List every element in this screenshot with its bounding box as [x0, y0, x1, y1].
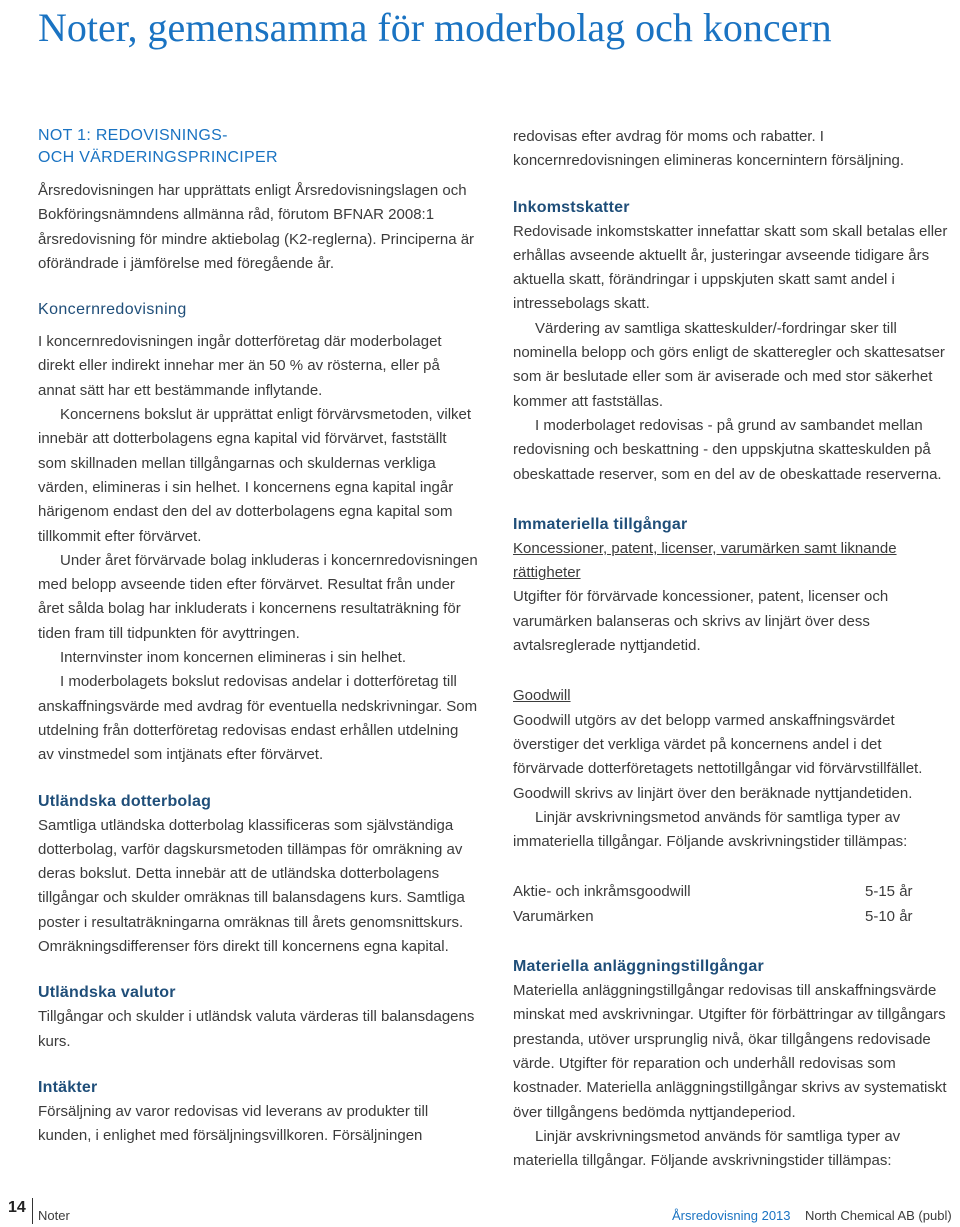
- depreciation-value: 5-15 år: [865, 883, 913, 901]
- koncern-paragraph-1: I koncernredovisningen ingår dotterföretag där moderbolaget direkt eller indirekt innehar mer än 50 % av rösterna, eller på annat sätt har ett bestämmande inflytande.: [38, 333, 442, 399]
- intakter-continued-paragraph: redovisas efter avdrag för moms och rabatter. I koncernredovisningen elimineras koncernintern försäljning.: [513, 128, 905, 170]
- right-column: [513, 125, 955, 1173]
- koncern-paragraph-3: Under året förvärvade bolag inkluderas i koncernredovisningen med belopp avseende tiden efter förvärvet. Resultat från under året sålda bolag har inkluderats i koncernens resultaträkning för tiden fram till tidpunkten för avyttringen.: [38, 551, 478, 642]
- materiella-paragraph-1: Materiella anläggningstillgångar redovisas till anskaffningsvärde minskat med avskrivningar. Utgifter för förbättringar av tillgångars prestanda, utöver ursprunglig nivå, ökar tillgångens redovisade värde. Utgifter för reparation och underhåll redovisas som kostnader. Materiella anläggningstillgångar skrivs av systematiskt över tillgångens bedömda nyttjandeperiod.: [513, 982, 947, 1121]
- depreciation-value: 5-10 år: [865, 907, 913, 925]
- immateriella-heading: Immateriella tillgångar: [513, 515, 688, 533]
- goodwill-paragraph-2: Linjär avskrivningsmetod används för samtliga typer av immateriella tillgångar. Följande avskrivningstider tillämpas:: [513, 808, 908, 851]
- utlandska-valutor-paragraph: Tillgångar och skulder i utländsk valuta värderas till balansdagens kurs.: [38, 1008, 475, 1050]
- materiella-heading: Materiella anläggningstillgångar: [513, 958, 764, 976]
- depreciation-table: [513, 880, 913, 929]
- table-row: [513, 905, 913, 929]
- goodwill-paragraph-1: Goodwill utgörs av det belopp varmed anskaffningsvärdet överstiger det verkliga värdet på koncernens andel i det förvärvade dotterföretagets nettotillgångar vid förvärvstillfället. Goodwill skrivs av linjärt över den beräknade nyttjandetiden.: [513, 711, 923, 802]
- footer-section-label: Noter: [38, 1208, 70, 1223]
- inkomstskatter-paragraph-3: I moderbolaget redovisas - på grund av sambandet mellan redovisning och beskattning - den uppskjutna skatteskulden på obeskattade reserver, som en del av de obeskattade reserverna.: [513, 416, 942, 483]
- table-row: [513, 880, 913, 904]
- immateriella-subheading: Koncessioner, patent, licenser, varumärken samt liknande rättigheter: [513, 539, 897, 582]
- immateriella-paragraph: Utgifter för förvärvade koncessioner, patent, licenser och varumärken balanseras och skrivs av linjärt över dess avtalsreglerade nyttjandetid.: [513, 588, 889, 655]
- goodwill-subheading: Goodwill: [513, 687, 571, 705]
- utlandska-valutor-heading: Utländska valutor: [38, 984, 176, 1002]
- utlandska-dotterbolag-heading: Utländska dotterbolag: [38, 792, 212, 810]
- intro-paragraph: Årsredovisningen har upprättats enligt Årsredovisningslagen och Bokföringsnämndens allmänna råd, förutom BFNAR 2008:1 årsredovisning för mindre aktiebolag (K2-reglerna). Principerna är oförändrade i jämförelse med föregående år.: [38, 182, 475, 272]
- depreciation-item: Varumärken: [513, 907, 594, 925]
- page-title: Noter, gemensamma för moderbolag och koncern: [38, 5, 832, 50]
- left-column: [38, 125, 478, 1149]
- inkomstskatter-heading: Inkomstskatter: [513, 198, 630, 216]
- page-number: 14: [8, 1199, 26, 1216]
- koncern-paragraph-4: Internvinster inom koncernen elimineras i sin helhet.: [60, 649, 407, 667]
- koncernredovisning-heading: Koncernredovisning: [38, 301, 187, 319]
- footer-report-title: Årsredovisning 2013: [672, 1208, 791, 1223]
- page-footer: [0, 1198, 960, 1227]
- inkomstskatter-paragraph-1: Redovisade inkomstskatter innefattar skatt som skall betalas eller erhållas avseende aktuellt år, justeringar avseende tidigare års aktuella skatt, förändringar i uppskjuten skatt samt andel i intressebolags skatt.: [513, 222, 948, 313]
- koncern-paragraph-2: Koncernens bokslut är upprättat enligt förvärvsmetoden, vilket innebär att dotterbolagens egna kapital vid förvärvet, fastställt som skillnaden mellan tillgångarnas och skuldernas verkliga värden, elimineras i sin helhet. I koncernens egna kapital ingår härigenom endast den del av dotterbolagens egna kapital som tillkommit efter förvärvet.: [38, 406, 472, 545]
- materiella-paragraph-2: Linjär avskrivningsmetod används för samtliga typer av materiella tillgångar. Följande avskrivningstider tillämpas:: [513, 1127, 901, 1170]
- inkomstskatter-paragraph-2: Värdering av samtliga skatteskulder/-fordringar sker till nominella belopp och görs enligt de skatteregler och skattesatser som är beslutade eller som är aviserade och med stor säkerhet kommer att fastställas.: [513, 319, 945, 410]
- note1-heading-line2: OCH VÄRDERINGSPRINCIPER: [38, 149, 278, 166]
- depreciation-item: Aktie- och inkråmsgoodwill: [513, 883, 691, 901]
- footer-divider: [32, 1198, 33, 1224]
- intakter-heading: Intäkter: [38, 1078, 98, 1096]
- note1-heading-line1: NOT 1: REDOVISNINGS-: [38, 127, 228, 144]
- utlandska-dotterbolag-paragraph: Samtliga utländska dotterbolag klassificeras som självständiga dotterbolag, varför dagskursmetoden tillämpas för omräkning av deras bokslut. Detta innebär att de utländska dotterbolagens tillgångar och skulder omräknas till balansdagens kurs. Samtliga poster i resultaträkningarna omräknas till årets genomsnittskurs. Omräkningsdifferenser förs direkt till koncernens egna kapital.: [38, 816, 465, 956]
- note1-heading: [38, 125, 478, 169]
- footer-company-name: North Chemical AB (publ): [805, 1208, 952, 1223]
- koncern-paragraph-5: I moderbolagets bokslut redovisas andelar i dotterföretag till anskaffningsvärde med avdrag för eventuella nedskrivningar. Som utdelning från dotterföretag redovisas endast erhållen utdelning av vinstmedel som intjänats efter förvärvet.: [38, 673, 478, 764]
- intakter-paragraph: Försäljning av varor redovisas vid leverans av produkter till kunden, i enlighet med försäljningsvillkoren. Försäljningen: [38, 1102, 429, 1145]
